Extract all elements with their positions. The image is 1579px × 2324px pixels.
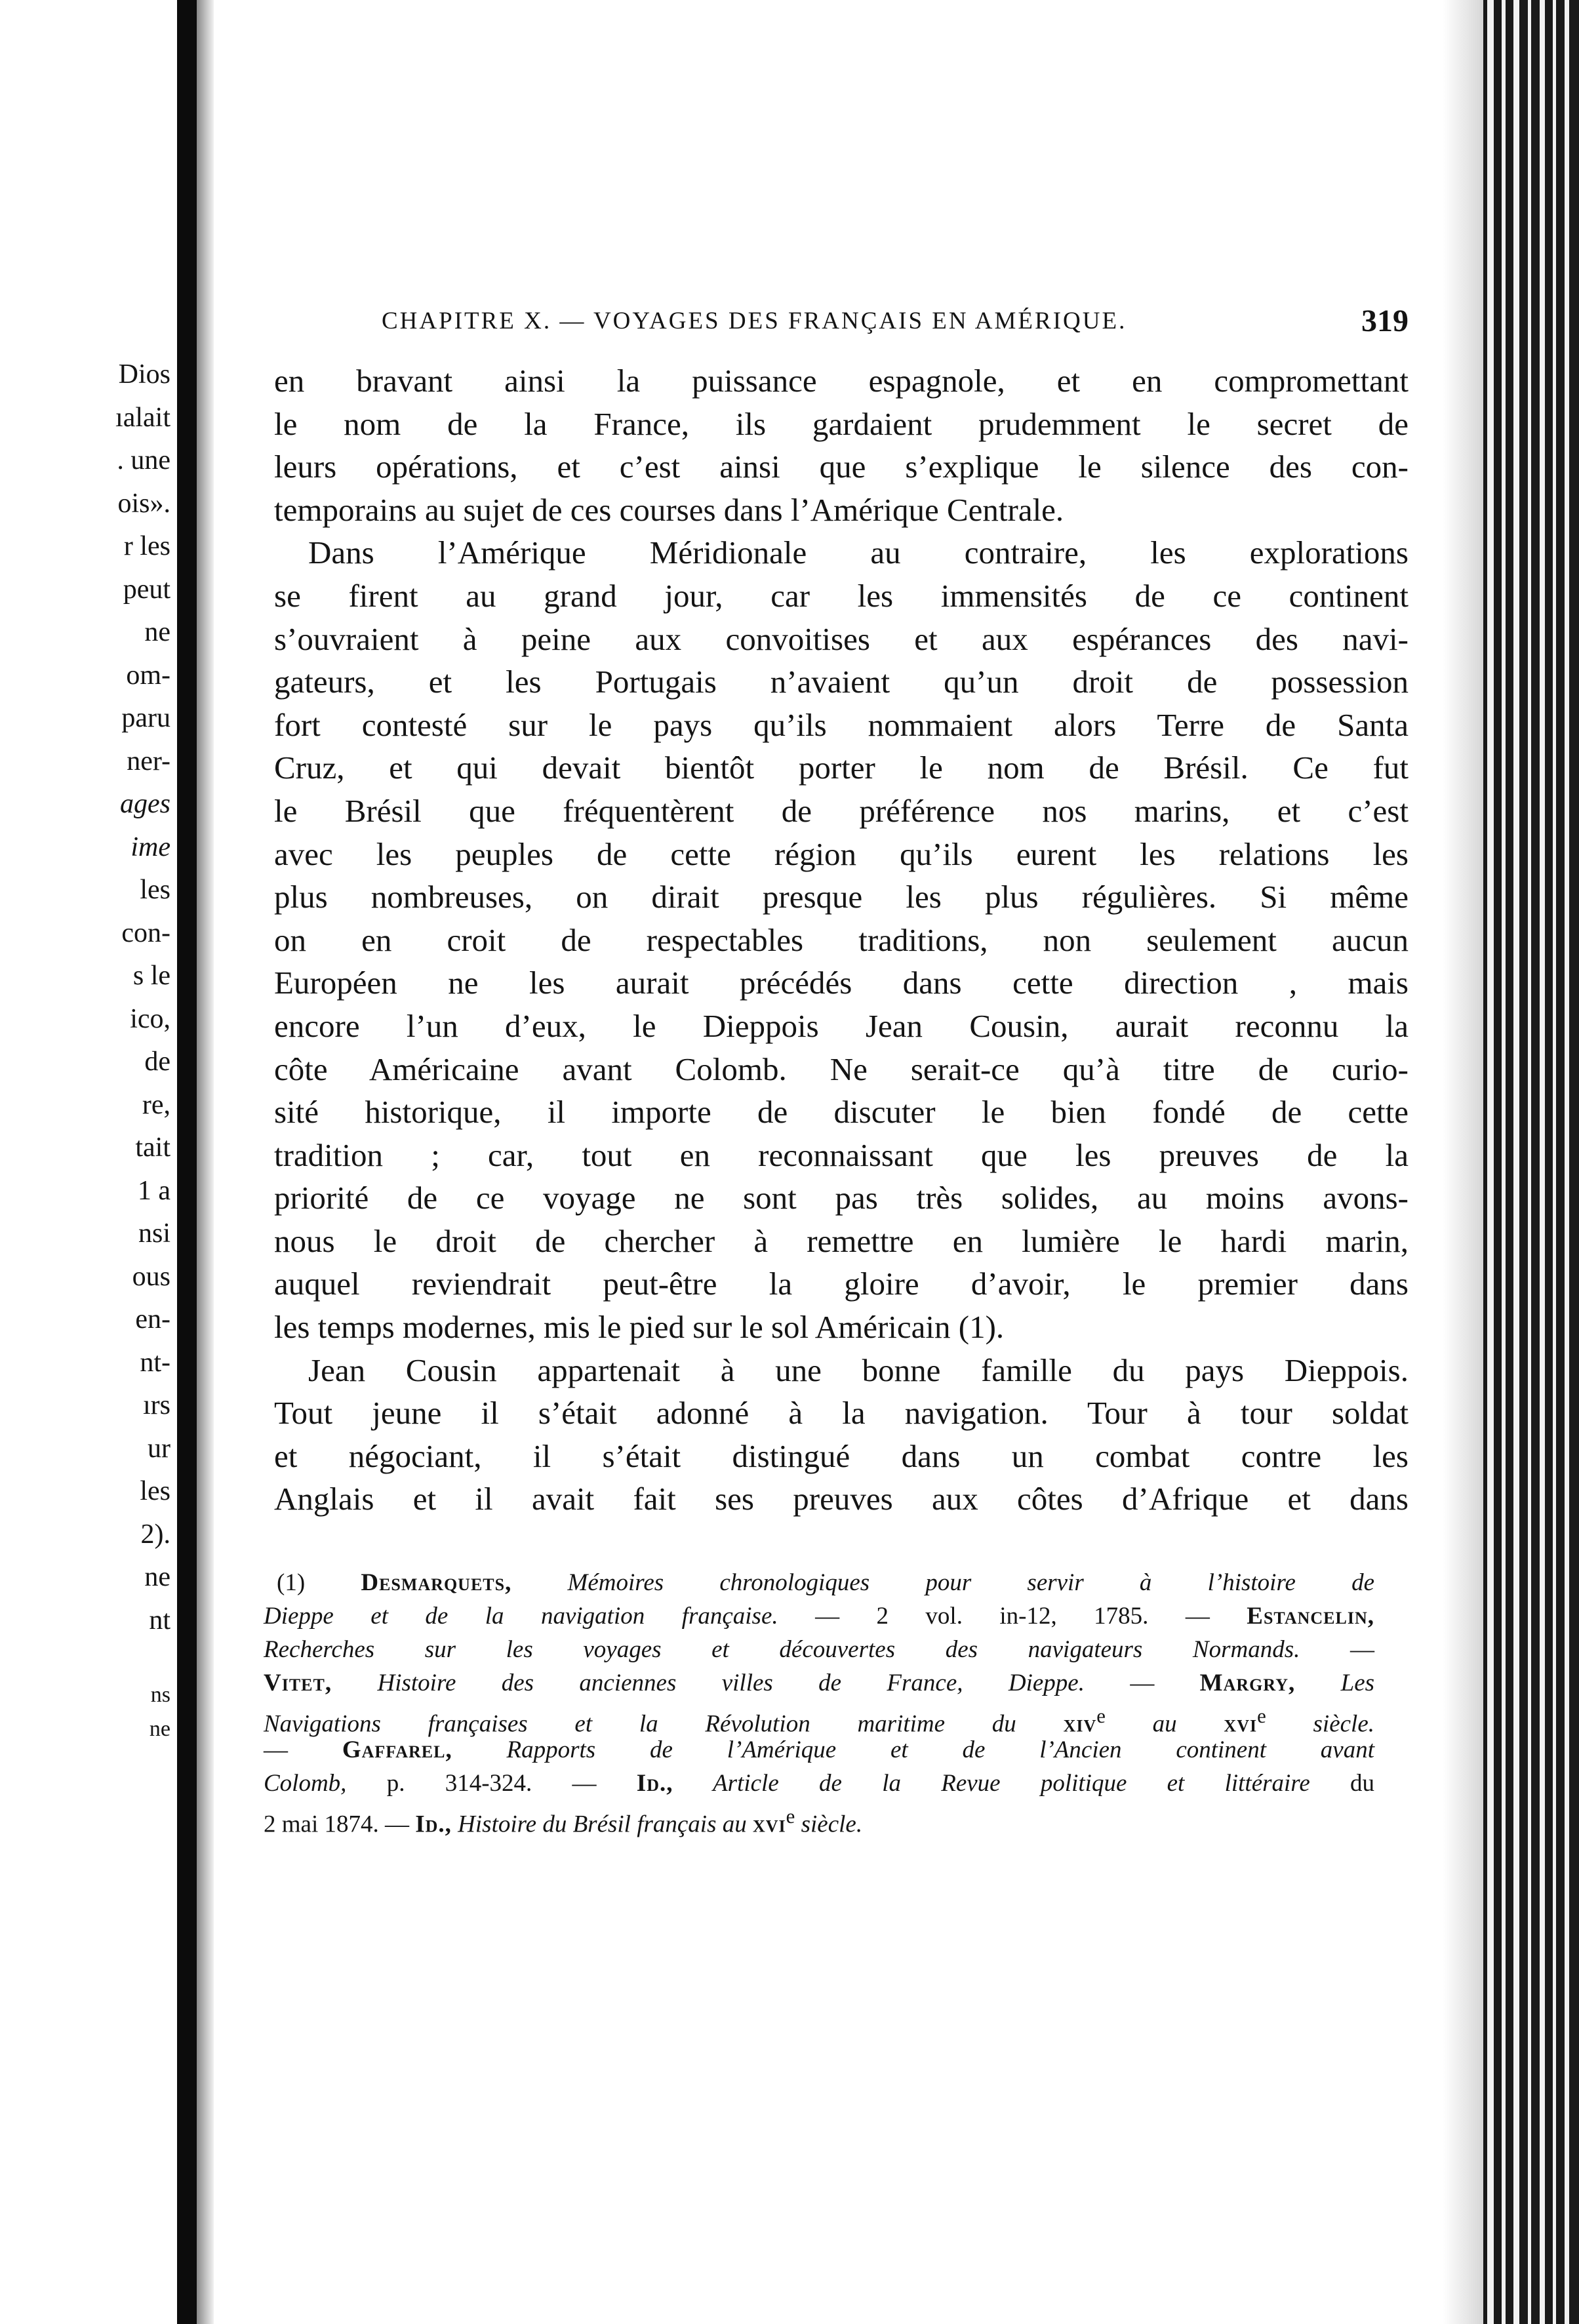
body-line: encore l’un d’eux, le Dieppois Jean Cousin, aurait reconnu la [274, 1007, 1409, 1044]
body-line: auquel reviendrait peut-être la gloire d’avoir, le premier dans [274, 1266, 1409, 1302]
footnote-title: Recherches sur les voyages et découvertes des navigateurs Normands. [264, 1636, 1300, 1663]
footnote-title: Dieppe et de la navigation française. [264, 1603, 778, 1630]
facing-page-line: r les [123, 531, 170, 561]
facing-page-fragment [0, 0, 177, 2324]
body-line: le nom de la France, ils gardaient prudemment le secret de [274, 405, 1409, 442]
body-line: gateurs, et les Portugais n’avaient qu’un droit de possession [274, 664, 1409, 700]
body-line: et négociant, il s’était distingué dans un combat contre les [274, 1437, 1409, 1474]
footnote-ibid: Id., [636, 1770, 673, 1797]
footnote-author: Estancelin, [1247, 1603, 1375, 1630]
facing-page-line: ur [148, 1433, 170, 1464]
footnote-line [264, 1767, 1374, 1800]
sheet-edge [1565, 0, 1569, 2324]
facing-page-line: ne [144, 1562, 170, 1592]
century-numeral: xvi [753, 1811, 786, 1838]
footnote-word: siècle. [801, 1811, 863, 1838]
footnote-title: Navigations françaises et la Révolution maritime du [264, 1710, 1016, 1738]
footnote-dash: — [264, 1736, 288, 1763]
page-stack-edge [1483, 0, 1579, 2324]
footnote [264, 1566, 1375, 1838]
body-line: Tout jeune il s’était adonné à la navigation. Tour à tour soldat [274, 1395, 1409, 1432]
running-head-title: CHAPITRE X. — VOYAGES DES FRANÇAIS EN AMÉRIQUE. [382, 308, 1127, 334]
footnote-dash: — [1130, 1670, 1155, 1696]
facing-page-line: s le [132, 961, 170, 991]
century-suffix: e [786, 1805, 795, 1828]
sheet-edge [1513, 0, 1519, 2324]
footnote-line [264, 1700, 1375, 1738]
footnote-line [264, 1566, 1374, 1599]
facing-page-line: les [140, 1476, 170, 1506]
footnote-line [264, 1733, 1374, 1767]
facing-page-line: ime [130, 831, 170, 862]
body-line: priorité de ce voyage ne sont pas très solides, au moins avons- [274, 1180, 1409, 1216]
century-suffix: e [1096, 1705, 1106, 1727]
running-head [382, 304, 1409, 340]
facing-page-line: 1 a [137, 1175, 170, 1206]
sheet-edge [1540, 0, 1545, 2324]
footnote-author: Vitet, [264, 1670, 332, 1696]
gutter-shadow [197, 0, 214, 2324]
footnote-word: au [1152, 1710, 1177, 1738]
facing-page-note-line: ns [150, 1683, 170, 1707]
body-line: s’ouvraient à peine aux convoitises et aux espérances des navi- [274, 620, 1409, 657]
facing-page-line: ages [120, 789, 170, 819]
footnote-marker: (1) [277, 1569, 306, 1596]
footnote-ibid: Id., [415, 1811, 452, 1838]
facing-page-line: nt [149, 1605, 170, 1635]
footnote-dash: — [1350, 1636, 1374, 1663]
footnote-title: Mémoires chronologiques pour servir à l’histoire de [567, 1569, 1374, 1596]
sheet-edge [1553, 0, 1556, 2324]
footnote-date: 2 mai 1874. — [264, 1811, 409, 1838]
facing-page-line: ıalait [115, 402, 170, 433]
footnote-title: Article de la Revue politique et littéraire [713, 1770, 1310, 1797]
footnote-author: Margry, [1199, 1670, 1296, 1696]
body-line: avec les peuples de cette région qu’ils eurent les relations les [274, 835, 1409, 872]
footnote-details: — 2 vol. in-12, 1785. — [815, 1603, 1210, 1630]
facing-page-line: 2). [140, 1519, 170, 1550]
facing-page-line: . une [117, 445, 170, 475]
facing-page-line: tait [135, 1132, 170, 1163]
facing-page-line: re, [142, 1089, 170, 1120]
facing-page-note-line: ne [149, 1717, 170, 1741]
body-line: plus nombreuses, on dirait presque les plus régulières. Si même [274, 879, 1409, 915]
facing-page-line: ous [132, 1261, 170, 1292]
facing-page-line: ırs [143, 1390, 170, 1420]
page-number: 319 [1361, 304, 1409, 338]
binding-gutter [177, 0, 197, 2324]
facing-page-line: ois». [117, 488, 170, 519]
footnote-title: Les [1340, 1670, 1375, 1696]
body-line: Jean Cousin appartenait à une bonne famille du pays Dieppois. [308, 1352, 1409, 1388]
facing-page-line: con- [121, 917, 170, 948]
facing-page-line: ner- [127, 746, 170, 776]
footnote-line [264, 1666, 1374, 1700]
body-line: leurs opérations, et c’est ainsi que s’explique le silence des con- [274, 449, 1409, 485]
footnote-line [264, 1599, 1374, 1633]
book-page [214, 0, 1443, 2324]
facing-page-line: nt- [140, 1347, 170, 1378]
century-numeral: xvi [1224, 1710, 1258, 1738]
facing-page-line: nsi [138, 1218, 170, 1249]
body-line: Anglais et il avait fait ses preuves aux côtes d’Afrique et dans [274, 1481, 1409, 1517]
body-line: fort contesté sur le pays qu’ils nommaient alors Terre de Santa [274, 706, 1409, 743]
body-line: les temps modernes, mis le pied sur le sol Américain (1). [274, 1309, 1005, 1346]
body-line: Cruz, et qui devait bientôt porter le nom de Brésil. Ce fut [274, 750, 1409, 786]
facing-page-line: Dios [118, 359, 170, 390]
body-line: le Brésil que fréquentèrent de préférence nos marins, et c’est [274, 792, 1409, 829]
body-text [274, 359, 1409, 1521]
facing-page-line: paru [121, 703, 170, 733]
body-line: se firent au grand jour, car les immensités de ce continent [274, 577, 1409, 614]
footnote-word: siècle. [1313, 1710, 1375, 1738]
facing-page-line: peut [123, 574, 170, 605]
body-line: Dans l’Amérique Méridionale au contraire, les explorations [308, 534, 1409, 571]
footnote-title: Histoire du Brésil français au [458, 1811, 747, 1838]
body-line: on en croit de respectables traditions, non seulement aucun [274, 921, 1409, 958]
page-edge-shadow [1443, 0, 1483, 2324]
body-line: temporains au sujet de ces courses dans l’Amérique Centrale. [274, 491, 1064, 528]
facing-page-line: om- [126, 660, 170, 691]
footnote-title: Rapports de l’Amérique et de l’Ancien continent avant [506, 1736, 1375, 1763]
sheet-edge [1502, 0, 1506, 2324]
body-line: Européen ne les aurait précédés dans cette direction , mais [274, 965, 1409, 1001]
facing-page-line: les [140, 875, 170, 905]
facing-page-line: ico, [130, 1003, 170, 1034]
footnote-line [264, 1633, 1374, 1666]
century-suffix: e [1257, 1705, 1266, 1727]
footnote-line [264, 1800, 1374, 1838]
body-line: tradition ; car, tout en reconnaissant que les preuves de la [274, 1136, 1409, 1173]
sheet-edge [1528, 0, 1531, 2324]
sheet-edge [1487, 0, 1494, 2324]
facing-page-line: de [144, 1047, 170, 1077]
facing-page-line: en- [135, 1304, 170, 1334]
footnote-title: Colomb, [264, 1770, 347, 1797]
facing-page-line: ne [144, 617, 170, 647]
footnote-author: Desmarquets, [361, 1569, 512, 1596]
footnote-pages: p. 314-324. — [386, 1770, 597, 1797]
body-line: nous le droit de chercher à remettre en lumière le hardi marin, [274, 1222, 1409, 1259]
body-line: côte Américaine avant Colomb. Ne serait-ce qu’à titre de curio- [274, 1051, 1409, 1087]
body-line: en bravant ainsi la puissance espagnole, et en compromettant [274, 363, 1409, 399]
footnote-word: du [1350, 1770, 1375, 1797]
body-line: sité historique, il importe de discuter le bien fondé de cette [274, 1094, 1409, 1131]
century-numeral: xiv [1063, 1710, 1097, 1738]
footnote-author: Gaffarel, [342, 1736, 452, 1763]
footnote-title: Histoire des anciennes villes de France, Dieppe. [377, 1670, 1085, 1696]
